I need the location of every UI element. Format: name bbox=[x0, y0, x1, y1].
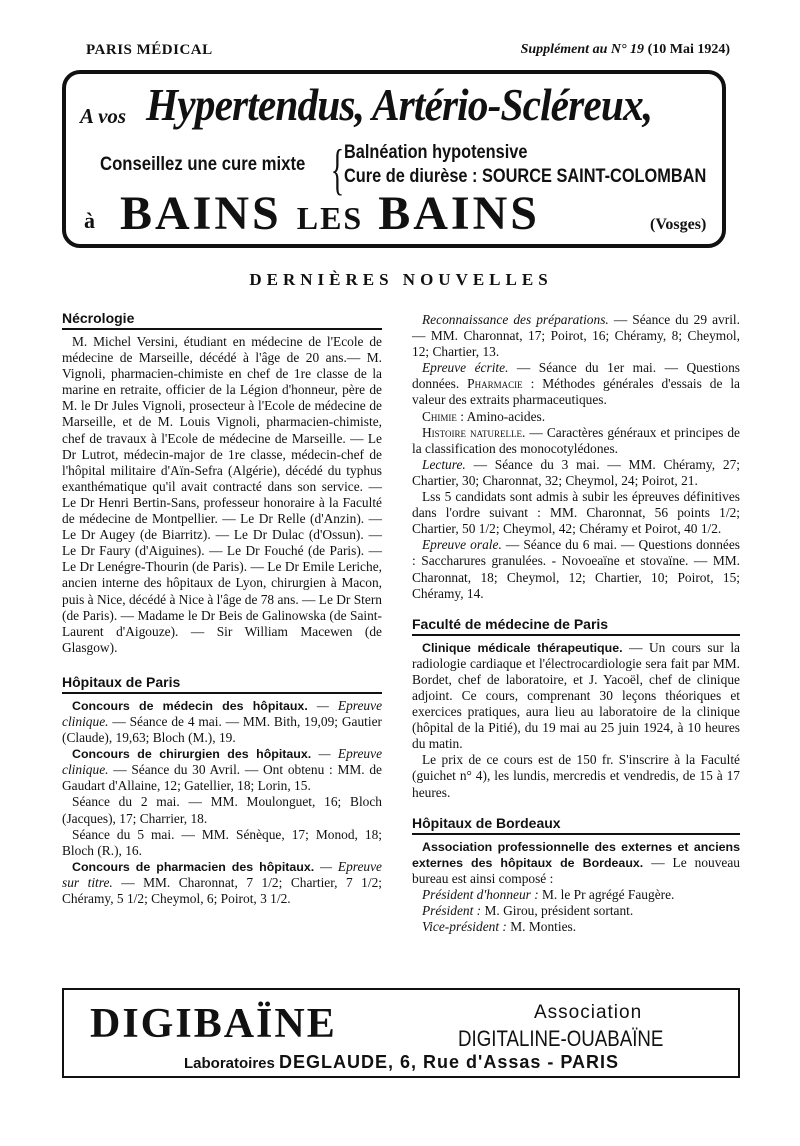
ad-brand: BAINS LES BAINS bbox=[120, 187, 540, 240]
paragraph: Séance du 5 mai. — MM. Sénèque, 17; Monod, 18; Bloch (R.), 16. bbox=[62, 826, 382, 858]
ad-laboratoires: Laboratoires DEGLAUDE, 6, Rue d'Assas - PARIS bbox=[184, 1052, 620, 1072]
paragraph: Reconnaissance des préparations. — Séance du 29 avril. — MM. Charonnat, 17; Poirot, 16; Chéramy, 8; Cheymol, 12; Chartier, 13. bbox=[412, 312, 740, 360]
ad-vosges: (Vosges) bbox=[650, 216, 707, 233]
paragraph: Concours de pharmacien des hôpitaux. — Epreuve sur titre. — MM. Charonnat, 7 1/2; Chartier, 7 1/2; Chéramy, 5 1/2; Cheymol, 6; Poirot, 3 1/2. bbox=[62, 858, 383, 906]
left-column bbox=[62, 300, 382, 907]
advertisement-digibaine bbox=[62, 988, 740, 1078]
paragraph: Président : M. Girou, président sortant. bbox=[422, 903, 634, 918]
paragraph: Vice-président : M. Monties. bbox=[422, 919, 577, 935]
paragraph: Epreuve écrite. — Séance du 1er mai. — Questions données. Pharmacie : Méthodes générales d'essais de la valeur des extraits pharmaceutiques. bbox=[412, 360, 741, 408]
ad-conseillez: Conseillez une cure mixte bbox=[100, 154, 306, 175]
paragraph: Association professionnelle des externes et anciens externes des hôpitaux de Bordeaux. — Le nouveau bureau est ainsi composé : bbox=[412, 839, 740, 886]
heading-necrologie: Nécrologie bbox=[62, 310, 382, 330]
paragraph: Epreuve orale. — Séance du 6 mai. — Questions données : Saccharures granulées. - Novoeaïne et stovaïne. — MM. Charonnat, 18; Cheymol, 12; Chartier, 10; Poirot, 15; Chéramy, 14. bbox=[412, 537, 740, 601]
heading-faculte: Faculté de médecine de Paris bbox=[412, 616, 740, 636]
heading-bordeaux: Hôpitaux de Bordeaux bbox=[412, 815, 740, 835]
section-title: DERNIÈRES NOUVELLES bbox=[249, 270, 553, 289]
advertisement-bains-les-bains bbox=[62, 70, 726, 248]
issue-info: Supplément au N° 19 (10 Mai 1924) bbox=[520, 42, 730, 57]
necrologie-text: M. Michel Versini, étudiant en médecine de l'Ecole de médecine de Marseille, décédé à l'âge de 20 ans.— M. Vignoli, pharmacien-chimiste en chef de 1re classe de la marine en retraite, officier de la Légion d'honneur, père de M. le Dr Jules Vignoli, prosecteur à l'Ecole de médecine de Marseille, et de M. Louis Vignoli, pharmacien-chimiste, chef de travaux à l'Ecole de médecine de Marseille. — Le Dr Lutrot, médecin-major de 1re classe, médecin-chef de l'hôpital militaire d'Aïn-Sefra (Algérie), décédé du typhus exanthématique qu'il avait contracté dans son service. — Le Dr Henri Bertin-Sans, professeur honoraire à la Faculté de médecine de Montpellier. — Le Dr Relle (d'Anzin). — Le Dr Augey (de Biarritz). — Le Dr Dulac (d'Ossun). — Le Dr Faury (d'Aiguines). — Le Dr Fouché (de Paris). — Le Dr Lenégre-Thourin (de Paris). — Le Dr Emile Leriche, ancien interne des hôpitaux de Lyon, chirurgien à Macon, puis à Nice, décédé à Nice à l'âge de 78 ans. — Le Dr Stern (de Paris). — Madame le Dr Beis de Galinowska (de Saint-Laurent d'Aigouze). — Sir William Macewen (de Glasgow). bbox=[62, 334, 382, 655]
paragraph: Séance du 2 mai. — MM. Moulonguet, 16; Bloch (Jacques), 17; Charrier, 18. bbox=[62, 794, 382, 826]
ad-line-cure: Cure de diurèse : SOURCE SAINT-COLOMBAN bbox=[344, 166, 707, 187]
brace-glyph: { bbox=[330, 139, 345, 201]
ad-headline: Hypertendus, Artério-Scléreux, bbox=[146, 79, 653, 130]
ad-line-balneation: Balnéation hypotensive bbox=[344, 142, 528, 163]
right-column bbox=[412, 312, 740, 935]
ad-a: à bbox=[84, 208, 95, 233]
paragraph: Président d'honneur : M. le Pr agrégé Faugère. bbox=[422, 886, 675, 902]
ad-avos: A vos bbox=[80, 104, 127, 128]
ad-association: Association bbox=[534, 1002, 643, 1023]
heading-hopitaux-paris: Hôpitaux de Paris bbox=[62, 674, 382, 694]
paragraph: Histoire naturelle. — Caractères généraux et principes de la classification des monocotylédones. bbox=[412, 424, 740, 456]
paragraph: Le prix de ce cours est de 150 fr. S'inscrire à la Faculté (guichet n° 4), les lundis, mercredis et vendredis, de 15 à 17 heures. bbox=[412, 752, 740, 800]
paragraph: Clinique médicale thérapeutique. — Un cours sur la radiologie cardiaque et l'électrocardiologie sera fait par MM. Bordet, chef de laboratoire, et J. Yacoël, chef de clinique adjoint. Ce cours, comprenant 30 leçons théoriques et exercices pratiques, aura lieu au laboratoire de la clinique (hôpital de la Pitié), du 19 mai au 25 juin 1924, à 10 heures du matin. bbox=[412, 639, 740, 752]
paragraph: Concours de médecin des hôpitaux. — Epreuve clinique. — Séance de 4 mai. — MM. Bith, 19,09; Gautier (Claude), 19,63; Bloch (M.), 19. bbox=[62, 697, 383, 746]
paragraph: Lss 5 candidats sont admis à subir les épreuves définitives dans l'ordre suivant : MM. Charonnat, 56 points 1/2; Chartier, 50 1/2; Cheymol, 42; Chéramy et Poirot, 40 1/2. bbox=[412, 489, 740, 537]
paragraph: Lecture. — Séance du 3 mai. — MM. Chéramy, 27; Chartier, 30; Charonnat, 32; Cheymol, 24; Poirot, 21. bbox=[412, 456, 740, 488]
ad-digibaine: DIGIBAÏNE bbox=[90, 1001, 337, 1047]
paragraph: Chimie : Amino-acides. bbox=[422, 408, 546, 424]
page-header bbox=[86, 40, 730, 62]
journal-name: PARIS MÉDICAL bbox=[86, 42, 213, 58]
paragraph: Concours de chirurgien des hôpitaux. — Epreuve clinique. — Séance du 30 Avril. — Ont obtenu : MM. de Gaudart d'Allaine, 12; Gatellier, 18; Lorin, 15. bbox=[62, 746, 383, 794]
ad-digitaline: DIGITALINE-OUABAÏNE bbox=[458, 1026, 664, 1051]
